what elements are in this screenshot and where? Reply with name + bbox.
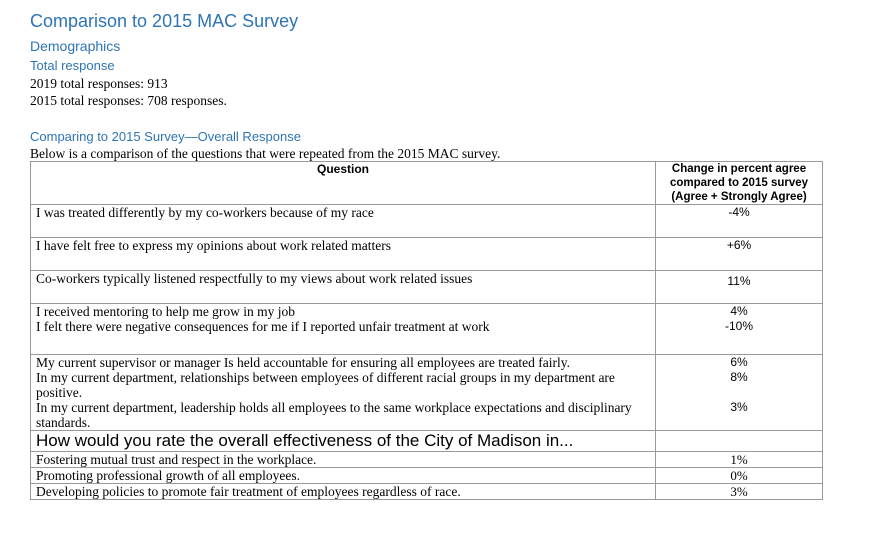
table-row (31, 304, 823, 355)
table-row (31, 468, 823, 484)
question-cell (31, 238, 656, 271)
question-cell (31, 205, 656, 238)
change-value: 6% (730, 355, 748, 369)
change-cell (656, 238, 823, 271)
question-text: In my current department, relationships between employees of different racial groups in my department are positive. (36, 370, 615, 400)
rating-heading: How would you rate the overall effectiveness of the City of Madison in... (31, 431, 656, 452)
change-cell (656, 205, 823, 238)
change-cell (656, 271, 823, 304)
rating-question: Promoting professional growth of all employees. (31, 468, 656, 484)
question-cell (31, 304, 656, 355)
comparison-heading: Comparing to 2015 Survey—Overall Response (30, 129, 301, 144)
change-cell (656, 304, 823, 355)
intro-text: Below is a comparison of the questions that were repeated from the 2015 MAC survey. (30, 146, 501, 161)
question-text: I received mentoring to help me grow in my job (36, 304, 296, 319)
change-cell (656, 355, 823, 431)
question-text: In my current department, leadership holds all employees to the same workplace expectations and disciplinary standards. (36, 400, 632, 430)
header-change: Change in percent agree compared to 2015 survey (Agree + Strongly Agree) (656, 162, 823, 205)
rating-heading-row (31, 431, 823, 452)
responses-2019: 2019 total responses: 913 (30, 76, 168, 91)
change-value: 8% (730, 370, 748, 384)
change-value: +6% (726, 238, 752, 252)
table-row (31, 238, 823, 271)
table-row (31, 484, 823, 500)
rating-value: 0% (656, 468, 823, 484)
question-text: I have felt free to express my opinions about work related matters (36, 238, 392, 253)
rating-heading-empty (656, 431, 823, 452)
subsection-heading: Total response (30, 58, 115, 73)
table-row (31, 355, 823, 431)
comparison-table (30, 161, 823, 500)
rating-question: Developing policies to promote fair treatment of employees regardless of race. (31, 484, 656, 500)
table-row (31, 452, 823, 468)
responses-2015: 2015 total responses: 708 responses. (30, 93, 227, 108)
change-value: 3% (730, 400, 748, 414)
change-value: -4% (728, 205, 750, 219)
table-header-row (31, 162, 823, 205)
question-text: My current supervisor or manager Is held accountable for ensuring all employees are treated fairly. (36, 355, 571, 370)
table-row (31, 271, 823, 304)
change-value: 4% (730, 304, 748, 318)
change-value: 11% (727, 274, 751, 288)
header-question: Question (31, 162, 656, 205)
rating-value: 3% (656, 484, 823, 500)
rating-value: 1% (656, 452, 823, 468)
page-title: Comparison to 2015 MAC Survey (30, 11, 299, 31)
rating-question: Fostering mutual trust and respect in the workplace. (31, 452, 656, 468)
change-value: -10% (724, 319, 753, 333)
question-cell (31, 271, 656, 304)
question-text: Co-workers typically listened respectfully to my views about work related issues (36, 271, 473, 286)
question-cell (31, 355, 656, 431)
question-text: I felt there were negative consequences for me if I reported unfair treatment at work (36, 319, 490, 334)
table-row (31, 205, 823, 238)
section-subtitle: Demographics (30, 38, 121, 54)
question-text: I was treated differently by my co-workers because of my race (36, 205, 374, 220)
